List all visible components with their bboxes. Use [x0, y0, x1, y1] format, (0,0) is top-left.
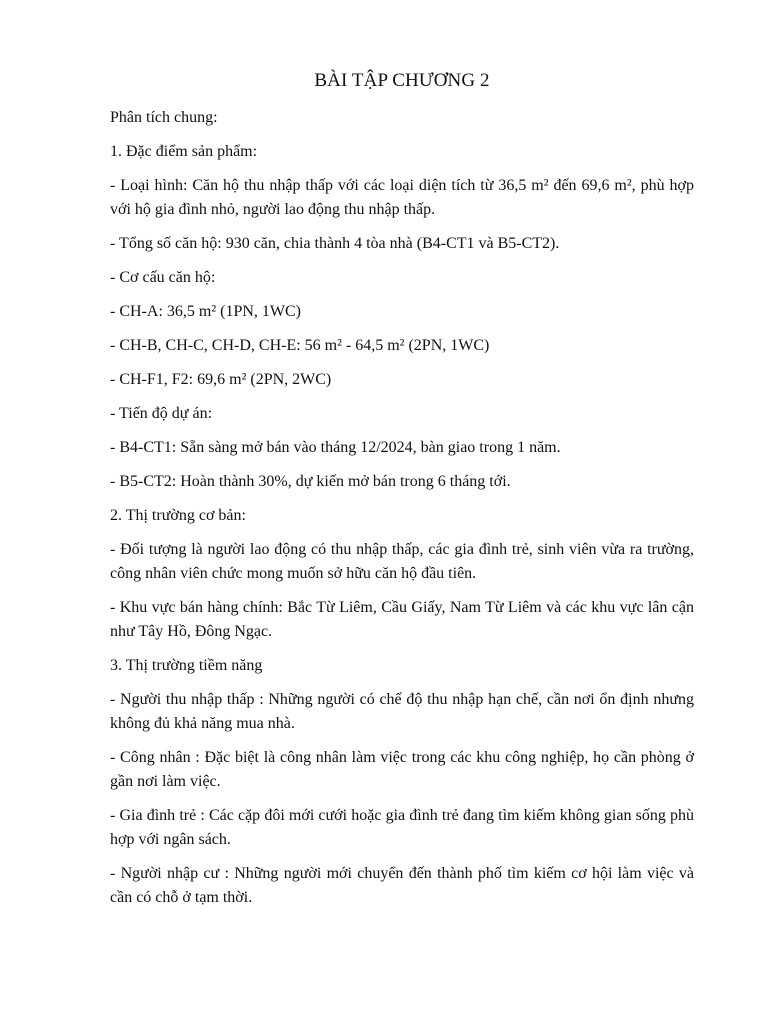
paragraph-migrants: - Người nhập cư : Những người mới chuyển đến thành phố tìm kiếm cơ hội làm việc và cần có chỗ ở tạm thời. — [110, 865, 694, 906]
paragraph-target-customers: - Đối tượng là người lao động có thu nhập thấp, các gia đình trẻ, sinh viên vừa ra trường, công nhân viên chức mong muốn sở hữu căn hộ đầu tiên. — [110, 541, 694, 582]
heading-potential-market: 3. Thị trường tiềm năng — [110, 657, 263, 674]
paragraph-unit-ch-a: - CH-A: 36,5 m² (1PN, 1WC) — [110, 303, 302, 320]
paragraph-b5-ct2: - B5-CT2: Hoàn thành 30%, dự kiến mở bán trong 6 tháng tới. — [110, 473, 511, 490]
paragraph-general-analysis: Phân tích chung: — [110, 109, 218, 126]
paragraph-workers: - Công nhân : Đặc biệt là công nhân làm việc trong các khu công nghiệp, họ cần phòng ở gần nơi làm việc. — [110, 749, 694, 790]
heading-basic-market: 2. Thị trường cơ bản: — [110, 507, 246, 524]
paragraph-b4-ct1: - B4-CT1: Sẵn sàng mở bán vào tháng 12/2024, bàn giao trong 1 năm. — [110, 439, 561, 456]
paragraph-sales-area: - Khu vực bán hàng chính: Bắc Từ Liêm, Cầu Giấy, Nam Từ Liêm và các khu vực lân cận như Tây Hồ, Đông Ngạc. — [110, 599, 694, 640]
document-body — [110, 106, 694, 910]
document-title: BÀI TẬP CHƯƠNG 2 — [314, 70, 490, 91]
paragraph-low-income: - Người thu nhập thấp : Những người có chế độ thu nhập hạn chế, cần nơi ổn định nhưng không đủ khả năng mua nhà. — [110, 691, 694, 732]
paragraph-young-families: - Gia đình trẻ : Các cặp đôi mới cưới hoặc gia đình trẻ đang tìm kiếm không gian sống phù hợp với ngân sách. — [110, 807, 694, 848]
paragraph-type: - Loại hình: Căn hộ thu nhập thấp với các loại diện tích từ 36,5 m² đến 69,6 m², phù hợp với hộ gia đình nhỏ, người lao động thu nhập thấp. — [110, 177, 694, 218]
paragraph-unit-ch-f: - CH-F1, F2: 69,6 m² (2PN, 2WC) — [110, 371, 332, 388]
heading-product-features: 1. Đặc điểm sản phẩm: — [110, 143, 258, 160]
paragraph-total-units: - Tổng số căn hộ: 930 căn, chia thành 4 tòa nhà (B4-CT1 và B5-CT2). — [110, 235, 560, 252]
paragraph-unit-ch-b-e: - CH-B, CH-C, CH-D, CH-E: 56 m² - 64,5 m² (2PN, 1WC) — [110, 337, 490, 354]
paragraph-project-progress: - Tiến độ dự án: — [110, 405, 213, 422]
paragraph-unit-structure: - Cơ cấu căn hộ: — [110, 269, 216, 286]
